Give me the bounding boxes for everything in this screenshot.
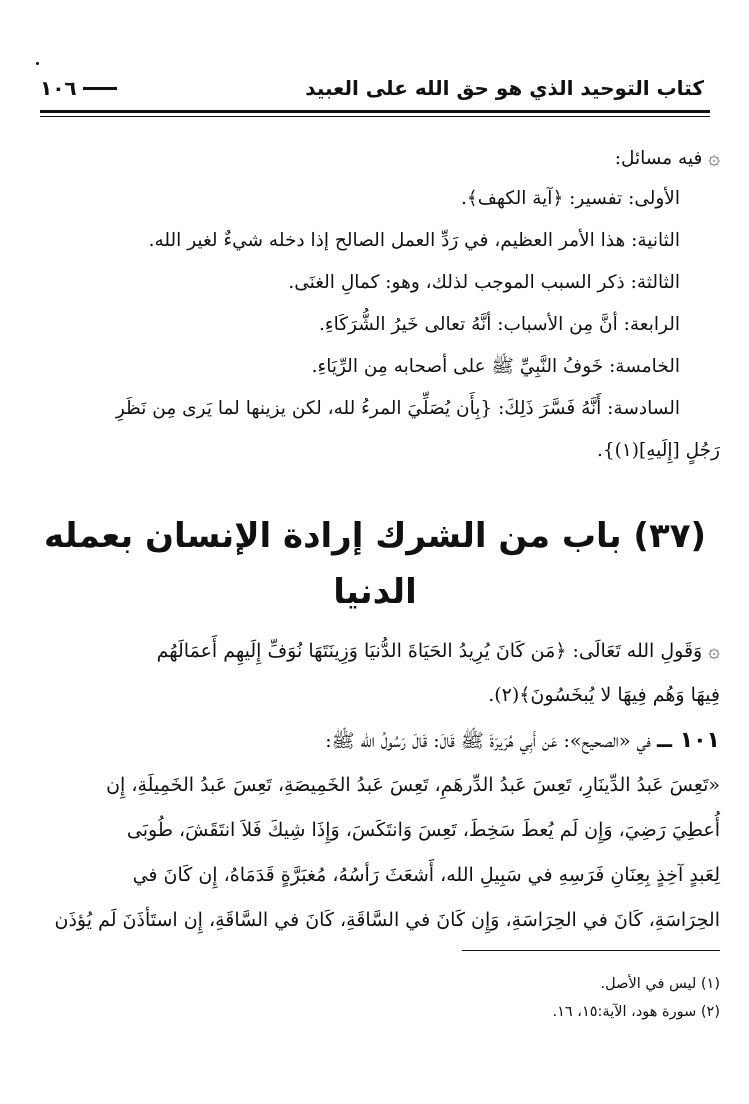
issue-item-3: الثالثة: ذكر السبب الموجب لذلك، وهو: كمالِ الغنَى. <box>288 272 680 293</box>
issues-section <box>60 136 720 472</box>
hadith-line-2: «تَعِسَ عَبدُ الدِّينَارِ، تَعِسَ عَبدُ الدِّرهَمِ، تَعِسَ عَبدُ الخَمِيصَةِ، تَعِسَ عَبدُ الخَمِيلَةِ، إِن <box>106 774 720 796</box>
verse-text-1: وَقَولِ الله تَعَالَى: ﴿مَن كَانَ يُرِيدُ الحَيَاةَ الدُّنيَا وَزِينَتَهَا نُوَفِّ إِلَيهِم أَعمَالَهُم <box>156 640 703 662</box>
issue-item-2: الثانية: هذا الأمر العظيم، في رَدِّ العمل الصالح إذا دخله شيءٌ لغير الله. <box>148 230 680 251</box>
issue-item-5: الخامسة: خَوفُ النَّبِيِّ ﷺ على أصحابه مِن الرِّيَاءِ. <box>311 356 680 377</box>
verse-line-1 <box>40 628 720 673</box>
running-header <box>40 70 710 124</box>
ornament-icon: ۞ <box>708 638 720 662</box>
issues-intro-text: فيه مسائل: <box>614 148 703 169</box>
page-number-block <box>40 76 117 100</box>
hadith-line-3: أُعطِيَ رَضِيَ، وَإِن لَم يُعطَ سَخِطَ، تَعِسَ وَانتَكَسَ، وَإِذَا شِيكَ فَلاَ انتَقَشَ، طُوبَى <box>126 819 720 841</box>
page-number: ١٠٦ <box>40 76 77 100</box>
issue-item-4: الرابعة: أنَّ مِن الأسباب: أنَّهُ تعالى خَيرُ الشُّرَكَاءِ. <box>318 314 680 335</box>
book-title: كتاب التوحيد الذي هو حق الله على العبيد <box>305 76 704 100</box>
footnote-rule <box>462 950 720 951</box>
verse-line-2: فِيهَا وَهُم فِيهَا لا يُبخَسُونَ﴾(٢). <box>488 684 720 706</box>
issues-intro <box>60 136 720 178</box>
chapter-heading <box>40 508 710 620</box>
hadith-line-1 <box>40 718 720 763</box>
chapter-body <box>40 628 720 943</box>
hadith-intro: في «الصحيح»: عَن أَبِي هُرَيرَةَ ﷺ قَالَ: قَالَ رَسُولُ الله ﷺ: <box>325 730 651 752</box>
ornament-icon: ۞ <box>708 145 720 169</box>
hadith-line-4: لِعَبدٍ آخِذٍ بِعِنَانِ فَرَسِهِ في سَبِيلِ الله، أَشعَثَ رَأسُهُ، مُغبَرَّةٍ قَدَمَاهُ، إِن كَانَ في <box>132 864 720 886</box>
hadith-number: ١٠١ ــ <box>657 728 720 753</box>
issue-item-6-cont: رَجُلٍ [إِلَيهِ](١)}. <box>596 440 720 461</box>
issue-item-6: السادسة: أَنَّهُ فَسَّرَ ذَلِكَ: {بِأَن يُصَلِّيَ المرءُ لله، لكن يزينها لما يَرى مِن نَظَرِ <box>115 398 680 419</box>
hadith-line-5: الحِرَاسَةِ، كَانَ في الحِرَاسَةِ، وَإِن كَانَ في السَّاقَةِ، كَانَ في السَّاقَةِ، إِن استَأذَنَ لَم يُؤذَن <box>54 909 720 931</box>
footnotes <box>300 970 720 1026</box>
footnote-2: (٢) سورة هود، الآية:١٥، ١٦. <box>552 1004 720 1020</box>
header-rule-thick <box>40 110 710 113</box>
header-rule-thin <box>40 116 710 117</box>
chapter-heading-line2: الدنيا <box>333 572 417 612</box>
chapter-heading-line1: (٣٧) باب من الشرك إرادة الإنسان بعمله <box>43 516 707 556</box>
page-speck <box>36 62 39 65</box>
page-number-dash <box>83 87 117 90</box>
footnote-1: (١) ليس في الأصل. <box>600 976 720 992</box>
issue-item-1: الأولى: تفسير: ﴿آية الكهف﴾. <box>460 188 680 209</box>
